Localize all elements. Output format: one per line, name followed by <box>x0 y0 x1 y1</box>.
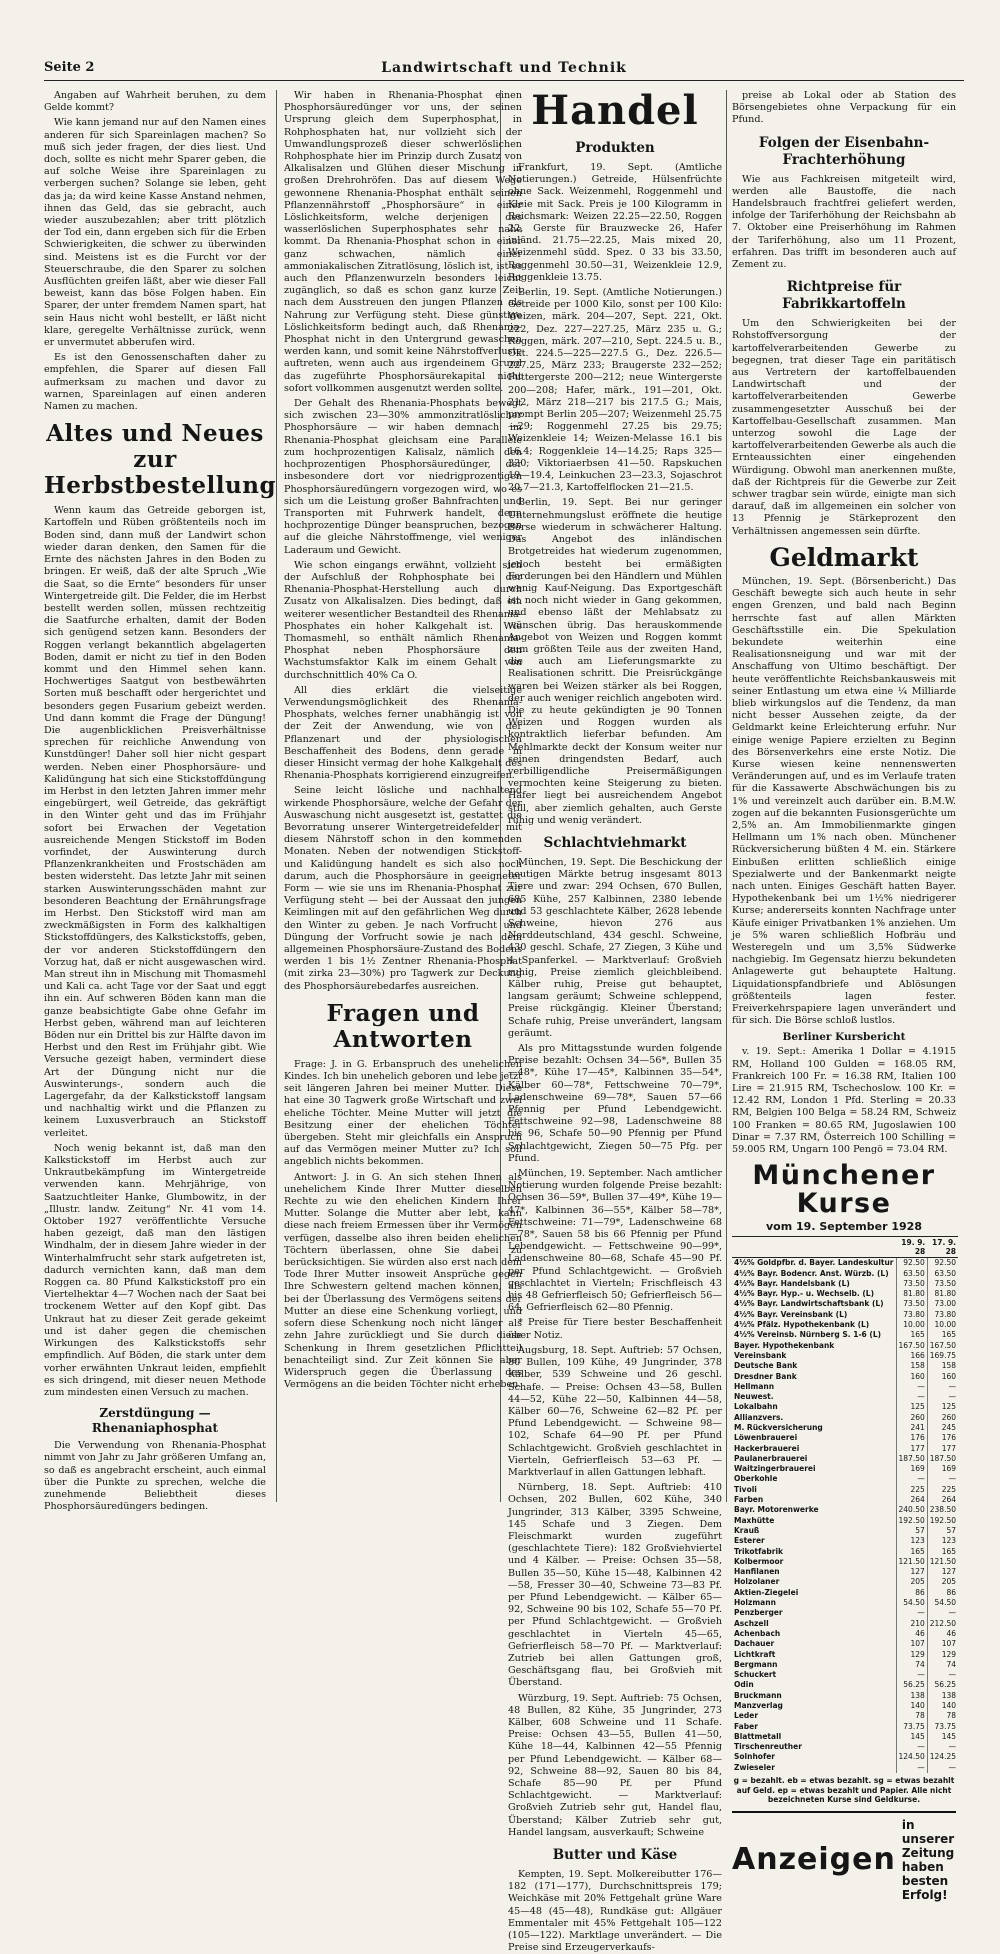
stock-value-b: 238.50 <box>927 1505 958 1515</box>
stock-value-a: 127 <box>896 1567 927 1577</box>
stock-name: Neuwest. <box>734 1392 774 1402</box>
stock-name: Paulanerbrauerei <box>734 1453 808 1463</box>
stock-value-a: 121.50 <box>896 1557 927 1567</box>
stock-row <box>732 1382 958 1392</box>
paragraph: Wir haben in Rhenania-Phosphat einen Phosphorsäuredünger vor uns, der seinen Ursprung gleich dem Superphosphat, in Rohphosphaten hat, nur vollzieht sich der Umwandlungsprozeß dieser schwerlöslichen Rohphosphate hier im Prinzip durch Zusatz von Alkalisalzen und Glühen dieser Mischung in großen Drehrohröfen. Das auf diesem Wege gewonnene Rhenania-Phosphat enthält seinen Pflanzennährstoff „Phosphorsäure“ in einer Löslichkeitsform, welche derjenigen des wasserlöslichen Superphosphates sehr nahe kommt. Da Rhenania-Phosphat schon in einer ganz schwachen, nämlich einer ammoniakalischen Zitratlösung, löslich ist, ist es auch den Pflanzenwurzeln besonders leicht zugänglich, so daß es schon ganz kurze Zeit nach dem Ausstreuen den jungen Pflanzen als Nahrung zur Verfügung steht. Diese günstige Löslichkeitsform bedingt auch, daß Rhenania-Phosphat nicht in den Untergrund gewaschen werden kann, und somit keine Nährstoffverluste auftreten, wenn auch aus irgendeinem Grund das zugeführte Phosphorsäurekapital nicht sofort vollkommen ausgenutzt werden sollte. <box>284 90 522 394</box>
stock-value-a: 264 <box>896 1495 927 1505</box>
stock-value-a: 63.50 <box>896 1269 927 1279</box>
stock-value-a: — <box>896 1392 927 1402</box>
stock-row <box>732 1392 958 1402</box>
stock-value-a: 57 <box>896 1526 927 1536</box>
stock-name: Achenbach <box>734 1628 781 1638</box>
stock-name: Leder <box>734 1711 759 1721</box>
stock-row <box>732 1361 958 1371</box>
schlachtvieh-reports <box>508 857 722 1839</box>
paragraph: Die Verwendung von Rhenania-Phosphat nimmt von Jahr zu Jahr größeren Umfang an, so daß es angebracht erscheint, auch einmal über die Punkte zu sprechen, welche die zunehmende Beliebtheit dieses Phosphorsäuredüngers bedingen. <box>44 1440 266 1513</box>
stock-table <box>732 1236 958 1773</box>
stock-row <box>732 1433 958 1443</box>
stock-row <box>732 1289 958 1299</box>
stock-row <box>732 1547 958 1557</box>
stock-value-a: — <box>896 1742 927 1752</box>
stock-value-a: 125 <box>896 1402 927 1412</box>
stock-value-a: 177 <box>896 1444 927 1454</box>
stock-value-b: 125 <box>927 1402 958 1412</box>
stock-value-a: 54.50 <box>896 1598 927 1608</box>
anzeigen-tagline-2: haben besten Erfolg! <box>901 1859 949 1902</box>
stock-row <box>732 1680 958 1690</box>
stock-row <box>732 1372 958 1382</box>
stock-row <box>732 1258 958 1269</box>
stock-value-a: 240.50 <box>896 1505 927 1515</box>
stock-name: Dresdner Bank <box>734 1371 797 1381</box>
stock-value-a: — <box>896 1608 927 1618</box>
stock-col-date-a: 19. 9. 28 <box>896 1237 927 1258</box>
stock-name: Lokalbahn <box>734 1402 778 1412</box>
stock-value-b: 212.50 <box>927 1619 958 1629</box>
section-produkten: Produkten <box>575 140 655 156</box>
stock-row <box>732 1505 958 1515</box>
stock-name: Dachauer <box>734 1639 775 1649</box>
butter-reports-cont <box>732 90 956 127</box>
stock-value-b: 192.50 <box>927 1516 958 1526</box>
stock-row <box>732 1269 958 1279</box>
stock-row <box>732 1711 958 1721</box>
stock-value-a: — <box>896 1474 927 1484</box>
stock-name: Tirschenreuther <box>734 1742 802 1752</box>
stock-value-b: 63.50 <box>927 1269 958 1279</box>
anzeigen-ad <box>732 1811 956 1902</box>
stock-row <box>732 1485 958 1495</box>
article-rhenaniaphosphat-cont <box>284 90 522 993</box>
stock-value-a: 205 <box>896 1577 927 1587</box>
stock-value-b: 107 <box>927 1639 958 1649</box>
stock-value-b: 187.50 <box>927 1454 958 1464</box>
page-header <box>44 60 964 81</box>
paragraph: Angaben auf Wahrheit beruhen, zu dem Gelde kommt? <box>44 90 266 114</box>
market-report: Berlin, 19. Sept. Bei nur geringer Unternehmungslust eröffnete die heutige Börse wiederum in schwächerer Haltung. Das Angebot des inländischen Brotgetreides hat wiederum zugenommen, jedoch besteht bei ermäßigten Forderungen bei den Händlern und Mühlen wenig Kauf-Neigung. Das Exportgeschäft ist noch nicht wieder in Gang gekommen, und ebenso läßt der Mehlabsatz zu wünschen übrig. Das herauskommende Angebot von Weizen und Roggen kommt zum größten Teile aus der zweiten Hand, die auch am Lieferungsmarkte zu Realisationen schritt. Die Preisrückgänge waren bei Weizen stärker als bei Roggen, der auch weniger reichlich angeboten wird. Die zu heute gekündigten je 90 Tonnen Weizen und Roggen wurden als kontraktlich lieferbar befunden. Am Mehlmarkte deckt der Konsum weiter nur seinen dringendsten Bedarf, auch verbilligendliche Preisermäßigungen vermochten keine Steigerung zu bieten. Hafer liegt bei ausreichendem Angebot still, aber ziemlich gehalten, auch Gerste ruhig und wenig verändert. <box>508 497 722 826</box>
stock-value-a: 167.50 <box>896 1341 927 1351</box>
stock-name: Bruckmann <box>734 1690 782 1700</box>
stock-value-b: 167.50 <box>927 1341 958 1351</box>
stock-row <box>732 1567 958 1577</box>
stock-value-a: 166 <box>896 1351 927 1361</box>
stock-value-b: 123 <box>927 1536 958 1546</box>
article-geldmarkt <box>732 576 956 1028</box>
stock-row <box>732 1639 958 1649</box>
stock-value-b: — <box>927 1392 958 1402</box>
stock-value-a: 73.80 <box>896 1310 927 1320</box>
column-3 <box>508 87 722 1954</box>
stock-value-b: 177 <box>927 1444 958 1454</box>
stock-value-b: 140 <box>927 1701 958 1711</box>
market-report: Nürnberg, 18. Sept. Auftrieb: 410 Ochsen, 202 Bullen, 602 Kühe, 340 Jungrinder, 313 Kälber, 3395 Schweine, 145 Schafe und 3 Ziegen. Dem Fleischmarkt wurden zugeführt (geschlachtete Tiere): 182 Großviehviertel und 4 Kälber. — Preise: Ochsen 35—58, Bullen 35—50, Kühe 15—48, Kalbinnen 42—58, Fresser 30—40, Schweine 73—83 Pf. per Pfund Lebendgewicht. — Kälber 65—92, Schweine 90 bis 102, Schafe 55—70 Pf. per Pfund Schlachtgewicht. — Großvieh geschlachtet in Vierteln 45—65, Gefrierfleisch 58—70 Pf. — Marktverlauf: Zutrieb bei allen Gattungen groß, Geschäftsgang flau, bei Großvieh mit Überstand. <box>508 1482 722 1689</box>
stock-name: Bayr. Motorenwerke <box>734 1505 819 1515</box>
stock-value-a: 46 <box>896 1629 927 1639</box>
stock-value-a: 81.80 <box>896 1289 927 1299</box>
paragraph: Der Gehalt des Rhenania-Phosphats bewegt sich zwischen 23—30% ammonzitratlöslicher Phosphorsäure — wir haben demnach im Rhenania-Phosphat gleichsam eine Parallele zum hochprozentigen Kalisalz, nämlich den hochprozentigen Phosphorsäuredünger, der insbesondere dort vor niedrigprozentigen Phosphorsäuredüngern vorgezogen wird, wo es sich um die Leistung großer Bahnfrachten und Transporten mit Fuhrwerk handelt, denn hochprozentige Dünger beanspruchen, bezogen auf die gleiche Nährstoffmenge, viel weniger Laderaum und Gewicht. <box>284 398 522 556</box>
stock-value-a: 158 <box>896 1361 927 1371</box>
stock-row <box>732 1701 958 1711</box>
stock-value-a: 123 <box>896 1536 927 1546</box>
stock-value-b: 138 <box>927 1691 958 1701</box>
stock-name: Maxhütte <box>734 1515 775 1525</box>
stock-row <box>732 1341 958 1351</box>
market-report: Kempten, 19. Sept. Molkereibutter 176—182 (171—177), Durchschnittspreis 179; Weichkäse mit 20% Fettgehalt grüne Ware 45—48 (45—48), Rundkäse gut: Allgäuer Emmentaler mit 45% Fettgehalt 105—122 (105—122). Marktlage unverändert. — Die Preise sind Erzeugerverkaufs- <box>508 1869 722 1954</box>
stock-value-a: — <box>896 1763 927 1773</box>
stock-name: Deutsche Bank <box>734 1361 798 1371</box>
stock-value-b: 205 <box>927 1577 958 1587</box>
paragraph: Wie schon eingangs erwähnt, vollzieht sich der Aufschluß der Rohphosphate bei der Rhenania-Phosphat-Herstellung auch durch Zusatz von Alkalisalzen. Dies bedingt, daß ein weiterer wesentlicher Bestandteil des Rhenania-Phosphates ein hoher Kalkgehalt ist. Wie Thomasmehl, so enthält nämlich Rhenania-Phosphat neben Phosphorsäure den Wachstumsfaktor Kalk im einem Gehalt von durchschnittlich 40% Ca O. <box>284 559 522 681</box>
stock-row <box>732 1742 958 1752</box>
stock-name: Penzberger <box>734 1608 783 1618</box>
stock-name: M. Rückversicherung <box>734 1422 823 1432</box>
stock-value-b: 86 <box>927 1588 958 1598</box>
stock-value-a: 225 <box>896 1485 927 1495</box>
stock-value-a: — <box>896 1670 927 1680</box>
stock-row <box>732 1464 958 1474</box>
headline-fabrikkartoffeln: Richtpreise für Fabrikkartoffeln <box>782 279 906 313</box>
stock-name: 4½% Bayr. Bodencr. Anst. Würzb. (L) <box>734 1268 889 1278</box>
stock-value-a: 78 <box>896 1711 927 1721</box>
column-rule <box>726 90 727 1502</box>
stock-name: Tivoli <box>734 1484 757 1494</box>
section-butter-kaese: Butter und Käse <box>552 1847 678 1864</box>
stock-name: 4½% Bayr. Hyp.- u. Wechselb. (L) <box>734 1289 875 1299</box>
stock-name: Holzmann <box>734 1598 776 1608</box>
stock-name: Aktien-Ziegelei <box>734 1587 799 1597</box>
stock-value-b: 169 <box>927 1464 958 1474</box>
headline-geldmarkt: Geldmarkt <box>769 542 919 572</box>
market-report: München, 19. September. Nach amtlicher Notierung wurden folgende Preise bezahlt: Ochsen 36—59*, Bullen 37—49*, Kühe 19—47*, Kalbinnen 36—55*, Kälber 58—78*, Fettschweine: 71—79*, Ladenschweine 68—78*, Sauen 58 bis 66 Pfennig per Pfund Lebendgewicht. — Fettschweine 90—99*, Ladenschweine 80—68, Schafe 45—90 Pf. per Pfund Schlachtgewicht. — Großvieh geschlachtet in Vierteln; Frischfleisch 43 bis 48 Gefrierfleisch 50; Gefrierfleisch 56—64, Gefrierfleisch 62—80 Pfennig. <box>508 1168 722 1314</box>
stock-value-b: 81.80 <box>927 1289 958 1299</box>
stock-value-a: — <box>896 1382 927 1392</box>
column-2 <box>284 90 522 1502</box>
intro-article <box>44 90 266 413</box>
stock-value-b: 78 <box>927 1711 958 1721</box>
market-report: Augsburg, 18. Sept. Auftrieb: 57 Ochsen, 80 Bullen, 109 Kühe, 49 Jungrinder, 378 Kälber, 539 Schweine und 26 geschl. Schafe. — Preise: Ochsen 43—58, Bullen 44—52, Kühe 22—50, Kalbinnen 44—58, Kälber 60—76, Schweine 62—82 Pf. per Pfund Lebendgewicht. — Schweine 98—102, Schafe 64—90 Pf. per Pfund Schlachtgewicht. Großvieh geschlachtet in Vierteln, Gefrierfleisch 53—63 Pf. — Marktverlauf in allen Gattungen lebhaft. <box>508 1344 722 1478</box>
anzeigen-word: Anzeigen <box>732 1841 896 1877</box>
stock-value-a: 124.50 <box>896 1752 927 1762</box>
headline-handel: Handel <box>531 87 699 134</box>
paragraph: Wenn kaum das Getreide geborgen ist, Kartoffeln und Rüben größtenteils noch im Boden sind, dann muß der Landwirt schon wieder daran denken, den Samen für die Ernte des nächsten Jahres in den Boden zu bringen. Er weiß, daß der alte Spruch „Wie die Saat, so die Ernte“ besonders für unser Wintergetreide gilt. Die Felder, die im Herbst bestellt werden sollen, müssen rechtzeitig die Saatfurche erhalten, damit der Boden sich genügend setzen kann. Besonders der Roggen verlangt bekanntlich abgelagerten Boden, damit er nicht zu tief in den Boden kommt und den Himmel sehen kann. Hochwertiges Saatgut von bestbewährten Sorten muß beschafft oder hergerichtet und besonders gegen Fusarium gebeizt werden. Und dann kommt die Frage der Düngung! Die augenblicklichen Preisverhältnisse sprechen für reichliche Anwendung von Kunstdünger! Daher soll hier nicht gespart werden. Neben einer Phosphorsäure- und Kalidüngung hat sich eine Stickstoffdüngung im Herbst in den letzten Jahren immer mehr eingebürgert, weil Getreide, das gekräftigt in den Winter geht und das im Frühjahr sofort bei Erwachen der Vegetation ausreichende Mengen Stickstoff im Boden vorfindet, der Auswinterung durch Pflanzenkrankheiten und Frostschäden am besten widersteht. Das letzte Jahr mit seinen starken Auswinterungsschäden mahnt zur besonderen Beachtung der Ernährungsfrage im Herbst. Den Stickstoff wird man am zweckmäßigsten in Form des kalkhaltigen Stickstoffdüngers, des Kalkstickstoffs, geben, der vor anderen Stickstoffdüngern den Vorzug hat, daß er nicht ausgewaschen wird. Man streut ihn in Mischung mit Thomasmehl und Kali ca. acht Tage vor der Saat und eggt ihn ein. Auf schweren Böden kann man die ganze beabsichtigte Gabe ohne Gefahr im Herbst geben, während man auf leichteren Böden nur ein Drittel bis zur Hälfte davon im Herbst und den Rest im Frühjahr gibt. Wie Versuche gezeigt haben, vermindert diese Art der Düngung nicht nur die Auswinterungs-, sondern auch die Lagergefahr, da der Kalkstickstoff langsam und nachhaltig wirkt und die Pflanzen zu keinem Luxusverbrauch an Stickstoff verleitet. <box>44 505 266 1139</box>
stock-value-a: 192.50 <box>896 1516 927 1526</box>
paragraph: All dies erklärt die vielseitige Verwendungsmöglichkeit des Rhenania-Phosphats, welches ferner unabhängig ist von der Zeit der Anwendung, wie von der Pflanzenart und der physiologischen Beschaffenheit des Bodens, denn gerade in dieser Hinsicht vermag der hohe Kalkgehalt des Rhenania-Phosphats korrigierend einzugreifen. <box>284 684 522 782</box>
stock-value-b: 46 <box>927 1629 958 1639</box>
stock-value-b: 74 <box>927 1660 958 1670</box>
stock-value-a: 107 <box>896 1639 927 1649</box>
stock-name: Trikotfabrik <box>734 1546 784 1556</box>
stock-col-name <box>732 1237 896 1258</box>
section-schlachtviehmarkt: Schlachtviehmarkt <box>543 834 687 851</box>
stock-name: Faber <box>734 1721 758 1731</box>
stock-value-b: 169.75 <box>927 1351 958 1361</box>
stock-row <box>732 1608 958 1618</box>
stock-table-title: Münchener Kurse <box>752 1160 936 1220</box>
stock-value-b: 124.25 <box>927 1752 958 1762</box>
stock-row <box>732 1444 958 1454</box>
stock-value-b: 10.00 <box>927 1320 958 1330</box>
stock-value-b: 165 <box>927 1547 958 1557</box>
berliner-kursbericht <box>732 1046 956 1156</box>
stock-name: Solnhofer <box>734 1752 776 1762</box>
stock-row <box>732 1660 958 1670</box>
stock-value-a: 176 <box>896 1433 927 1443</box>
stock-row <box>732 1320 958 1330</box>
stock-value-b: 225 <box>927 1485 958 1495</box>
stock-name: Löwenbrauerei <box>734 1433 798 1443</box>
article-fabrikkartoffeln <box>732 318 956 538</box>
stock-value-a: 73.75 <box>896 1722 927 1732</box>
stock-value-b: 73.00 <box>927 1299 958 1309</box>
stock-value-a: 73.50 <box>896 1299 927 1309</box>
column-1 <box>44 90 277 1513</box>
produkten-reports <box>508 162 722 827</box>
stock-row <box>732 1629 958 1639</box>
stock-value-b: 129 <box>927 1650 958 1660</box>
stock-name: 4½% Pfälz. Hypothekenbank (L) <box>734 1320 870 1330</box>
paragraph: Noch wenig bekannt ist, daß man den Kalkstickstoff im Herbst auch zur Unkrautbekämpfung im Wintergetreide verwenden kann. Mehrjährige, von Saatzuchtleiter Hanke, Glumbowitz, in der „Illustr. landw. Zeitung“ Nr. 41 vom 14. Oktober 1927 veröffentlichte Versuche haben gezeigt, daß man den lästigen Windhalm, der in diesem Jahre wieder in der Winterhalmfrucht sehr stark aufgetreten ist, dadurch vernichten kann, daß man dem Roggen ca. 80 Pfund Kalkstickstoff pro ein Viertelhektar 4—7 Wochen nach der Saat bei trockenem Wetter auf den Kopf gibt. Das Unkraut hat zu dieser Zeit gerade gekeimt und ist daher gegen die chemischen Wirkungen des Kalkstickstoffs sehr empfindlich. Auf Böden, die stark unter dem vorher erwähnten Unkraut leiden, empfiehlt es sich dringend, mit dieser neuen Methode zum mindesten einen Versuch zu machen. <box>44 1142 266 1398</box>
stock-row <box>732 1516 958 1526</box>
stock-value-b: — <box>927 1670 958 1680</box>
stock-row <box>732 1722 958 1732</box>
stock-value-a: 92.50 <box>896 1258 927 1269</box>
stock-name: 4½% Bayr. Vereinsbank (L) <box>734 1309 848 1319</box>
stock-value-a: 74 <box>896 1660 927 1670</box>
market-report: * Preise für Tiere bester Beschaffenheit über Notiz. <box>508 1317 722 1341</box>
stock-value-a: 210 <box>896 1619 927 1629</box>
stock-value-a: 145 <box>896 1732 927 1742</box>
stock-value-b: — <box>927 1763 958 1773</box>
stock-row <box>732 1670 958 1680</box>
stock-value-a: 187.50 <box>896 1454 927 1464</box>
stock-value-a: 73.50 <box>896 1279 927 1289</box>
article-herbstbestellung <box>44 505 266 1399</box>
market-report: Berlin, 19. Sept. (Amtliche Notierungen.) Getreide per 1000 Kilo, sonst per 100 Kilo: Weizen, märk. 204—207, Sept. 221, Okt. 222, Dez. 227—227.25, März 235 u. G.; Roggen, märk. 207—210, Sept. 224.5 u. B., Okt. 224.5—225—227.5 G., Dez. 226.5—227.25, März 233; Braugerste 232—252; Futtergerste 200—212; neue Wintergerste 200—208; Hafer, märk., 191—201, Okt. 212, März 218—217 bis 217.5 G.; Mais, prompt Berlin 205—207; Weizenmehl 25.75—29; Roggenmehl 27.25 bis 29.75; Weizenkleie 14; Weizen-Melasse 16.1 bis 16.4; Roggenkleie 14—14.25; Raps 325—330; Viktoriaerbsen 41—50. Rapskuchen 19—19.4, Leinkuchen 23—23.3, Sojaschrot 20.7—21.3, Kartoffelflocken 21—21.5. <box>508 287 722 494</box>
stock-row <box>732 1577 958 1587</box>
stock-value-b: — <box>927 1382 958 1392</box>
stock-name: Farben <box>734 1495 764 1505</box>
stock-row <box>732 1299 958 1309</box>
stock-value-a: 129 <box>896 1650 927 1660</box>
paragraph: München, 19. Sept. (Börsenbericht.) Das Geschäft bewegte sich auch heute in sehr engen Grenzen, und bald nach Beginn herrschte fast auf allen Märkten Geschäftsstille ein. Die Spekulation bekundete weiterhin eine Realisationsneigung und war mit der Anschaffung von Ultimo beschäftigt. Der heute veröffentlichte Reichsbankausweis mit seiner Entlastung um etwa eine ¼ Milliarde blieb wirkungslos auf die Tendenz, da man nicht besser Aussehen zeigte, da der Geldmarkt keine Erleichterung erfuhr. Nur einige wenige Papiere erzielten zu Beginn des Börsenverkehrs eine erste Notiz. Die Kurse wiesen keine nennenswerten Veränderungen auf, und es im Verlaufe traten für die Kassawerte Abschwächungen bis zu 1% und vereinzelt auch darüber ein. B.M.W. zogen auf die bekannten Fusionsgerüchte um 2,5% an. Am Immobilienmarkte gingen Hellmann um 1% nach oben. Münchener Rückversicherung büßten 4 M. ein. Stärkere Einbußen erlitten schließlich einige Spezialwerte und der Bankenmarkt neigte nach unten. Einiges Geschäft hatten Bayer. Hypothekenbank bei um 1½% niedrigerer Kurse; andererseits konnten Nachfrage unter Käufe einiger Privatbanken 1% anziehen. Um je 5% waren schließlich Hofbräu und Westeregeln und um 3,5% Südwerke nachgiebig. Im Gegensatz hierzu bekundeten Anlagewerte gut behauptete Haltung. Liquidationspfandbriefe und Ablösungen größtenteils lagen fester. Freiverkehrspapiere lagen unverändert und für sich. Die Börse schloß lustlos. <box>732 575 956 1027</box>
exchange-rates: v. 19. Sept.: Amerika 1 Dollar = 4.1915 RM, Holland 100 Gulden = 168.05 RM, Frankreich 100 Fr. = 16.38 RM, Italien 100 Lire = 21.915 RM, Tschechoslow. 100 Kr. = 12.42 RM, London 1 Pfd. Sterling = 20.33 RM, Belgien 100 Belga = 58.24 RM, Schweiz 100 Franken = 80.65 RM, Jugoslawien 100 Dinar = 7.37 RM, Österreich 100 Schilling = 59.005 RM, Ungarn 100 Pengö = 73.04 RM. <box>732 1046 956 1156</box>
stock-row <box>732 1454 958 1464</box>
stock-value-b: 56.25 <box>927 1680 958 1690</box>
stock-name: Vereinsbank <box>734 1350 787 1360</box>
paragraph: Seine leicht lösliche und nachhaltend wirkende Phosphorsäure, welche der Gefahr der Auswaschung nicht ausgesetzt ist, gestattet die Bevorratung unserer Wintergetreidefelder mit diesem Nährstoff schon in den kommenden Monaten. Neben der notwendigen Stickstoff- und Kalidüngung handelt es sich also noch darum, auch die Phosphorsäure in geeigneter Form — wie sie uns im Rhenania-Phosphat zur Verfügung steht — bei der Aussaat den jungen Keimlingen mit auf den gefährlichen Weg durch den Winter zu geben. Je nach Vorfrucht und Düngung der Vorfrucht sowie je nach dem allgemeinen Phosphorsäure-Zustand des Bodens werden 1 bis 1½ Zentner Rhenania-Phosphat (mit zirka 23—30%) pro Tagwerk zur Deckung des Phosphorsäurebedarfes ausreichen. <box>284 785 522 992</box>
stock-value-a: 86 <box>896 1588 927 1598</box>
stock-name: Bayer. Hypothekenbank <box>734 1340 835 1350</box>
article-fragen-antworten <box>284 1059 522 1391</box>
anzeigen-tagline-1: in unserer Zeitung <box>901 1817 955 1860</box>
stock-name: 4½% Goldpfbr. d. Bayer. Landeskultur <box>734 1258 894 1268</box>
paragraph: Es ist den Genossenschaften daher zu empfehlen, die Sparer auf diesen Fall aufmerksam zu machen und davor zu warnen, Spareinlagen auf einen anderen Namen zu machen. <box>44 352 266 413</box>
article-rhenaniaphosphat <box>44 1440 266 1513</box>
stock-value-b: 176 <box>927 1433 958 1443</box>
stock-value-a: 169 <box>896 1464 927 1474</box>
headline-rhenaniaphosphat: Zerstdüngung — Rhenaniaphosphat <box>91 1406 219 1436</box>
stock-row <box>732 1588 958 1598</box>
stock-name: Manzverlag <box>734 1701 783 1710</box>
stock-name: 4½% Vereinsb. Nürnberg S. 1-6 (L) <box>734 1330 882 1340</box>
stock-row <box>732 1557 958 1567</box>
column-rule <box>276 90 277 1502</box>
stock-value-b: 73.80 <box>927 1310 958 1320</box>
stock-value-a: 165 <box>896 1547 927 1557</box>
stock-name: Odin <box>734 1680 754 1690</box>
stock-name: Krauß <box>734 1525 760 1535</box>
stock-row <box>732 1279 958 1289</box>
stock-col-date-b: 17. 9. 28 <box>927 1237 958 1258</box>
stock-value-a: 165 <box>896 1330 927 1340</box>
paragraph: Wie kann jemand nur auf den Namen eines anderen für sich Spareinlagen machen? So muß sich jeder fragen, der dies liest. Und doch, sollte es nicht mehr Sparer geben, die auf solche Weise ihre Spareinlagen zu verbergen suchen? Solange sie leben, geht das ja; da wird keine Kasse Anstand nehmen, ihnen das Geld, das sie gebracht, auch wieder auszubezahlen; aber tritt plötzlich der Tod ein, dann ergeben sich für die Erben Schwierigkeiten, die schwer zu überwinden sind. Meistens ist es die Furcht vor der Steuerschraube, die den Sparer zu solchen Ausflüchten greifen läßt, aber wie dieser Fall beweist, kann das böse Folgen haben. Ein Sparer, der unter fremdem Namen spart, hat sein Haus nicht wohl bestellt, er läßt nicht klare, geregelte Verhältnisse zurück, wenn er unvermutet abberufen wird. <box>44 117 266 349</box>
stock-row <box>732 1732 958 1742</box>
stock-name: Blattmetall <box>734 1731 782 1741</box>
stock-row <box>732 1536 958 1546</box>
stock-legend: g = bezahlt. eb = etwas bezahlt. sg = etwas bezahlt auf Geld. ep = etwas bezahlt und Papier. Alle nicht bezeichneten Kurse sind Geldkurse. <box>733 1776 955 1805</box>
stock-table-subtitle: vom 19. September 1928 <box>766 1220 922 1234</box>
stock-name: Bergmann <box>734 1659 778 1669</box>
stock-row <box>732 1495 958 1505</box>
stock-value-a: 56.25 <box>896 1680 927 1690</box>
stock-value-b: 165 <box>927 1330 958 1340</box>
stock-value-b: 160 <box>927 1372 958 1382</box>
stock-row <box>732 1351 958 1361</box>
stock-row <box>732 1402 958 1412</box>
stock-name: Oberkohle <box>734 1474 778 1484</box>
stock-row <box>732 1752 958 1762</box>
column-4 <box>732 90 957 1902</box>
stock-row <box>732 1650 958 1660</box>
qa-paragraph: Frage: J. in G. Erbanspruch des unehelichen Kindes. Ich bin unehelich geboren und lebe jetzt seit längeren Jahren bei meiner Mutter. Diese hat eine 30 Tagwerk große Wirtschaft und zwei eheliche Töchter. Meine Mutter will jetzt die Besitzung einer der ehelichen Töchter übergeben. Steht mir gleichfalls ein Anspruch auf das Vermögen meiner Mutter zu? Ich soll angeblich nichts bekommen. <box>284 1058 522 1168</box>
stock-name: Aschzell <box>734 1618 769 1628</box>
stock-value-a: 140 <box>896 1701 927 1711</box>
stock-name: Lichtkraft <box>734 1649 776 1659</box>
stock-value-b: 121.50 <box>927 1557 958 1567</box>
stock-row <box>732 1619 958 1629</box>
stock-value-a: 260 <box>896 1413 927 1423</box>
stock-value-b: — <box>927 1608 958 1618</box>
butter-reports <box>508 1869 722 1954</box>
anzeigen-tagline <box>902 1818 956 1902</box>
stock-name: 4½% Bayr. Handelsbank (L) <box>734 1278 850 1288</box>
stock-name: Hackerbrauerei <box>734 1443 800 1453</box>
stock-row <box>732 1330 958 1340</box>
stock-value-b: 245 <box>927 1423 958 1433</box>
stock-value-b: 54.50 <box>927 1598 958 1608</box>
stock-value-b: — <box>927 1742 958 1752</box>
headline-herbstbestellung: Altes und Neues zur Herbstbestellung <box>44 420 277 500</box>
page-number: Seite 2 <box>44 60 95 75</box>
stock-value-b: 92.50 <box>927 1258 958 1269</box>
stock-name: Esterer <box>734 1536 765 1546</box>
stock-value-b: — <box>927 1474 958 1484</box>
market-report: Frankfurt, 19. Sept. (Amtliche Notierungen.) Getreide, Hülsenfrüchte ohne Sack. Weizenmehl, Roggenmehl und Kleie mit Sack. Preis je 100 Kilogramm in Reichsmark: Weizen 22.25—22.50, Roggen 22, Gerste für Brauzwecke 26, Hafer inländ. 21.75—22.25, Mais mixed 20, Weizenmehl südd. Spez. 0 33 bis 33.50, Roggenmehl 30.50—31, Weizenkleie 12.9, Roggenkleie 13.75. <box>508 162 722 283</box>
stock-value-b: 260 <box>927 1413 958 1423</box>
article-frachterhoehung <box>732 174 956 272</box>
stock-row <box>732 1598 958 1608</box>
headline-fragen-antworten: Fragen und Antworten <box>326 999 480 1053</box>
stock-row <box>732 1423 958 1433</box>
stock-name: Schuckert <box>734 1670 777 1680</box>
stock-value-a: 138 <box>896 1691 927 1701</box>
stock-name: Kolbermoor <box>734 1556 784 1566</box>
stock-value-b: 158 <box>927 1361 958 1371</box>
paragraph: preise ab Lokal oder ab Station des Börsengebietes ohne Verpackung für ein Pfund. <box>732 90 956 126</box>
stock-row <box>732 1691 958 1701</box>
stock-value-b: 73.75 <box>927 1722 958 1732</box>
stock-value-b: 57 <box>927 1526 958 1536</box>
stock-value-b: 145 <box>927 1732 958 1742</box>
headline-frachterhoehung: Folgen der Eisenbahn-Frachterhöhung <box>758 134 930 168</box>
running-title: Landwirtschaft und Technik <box>381 60 627 76</box>
stock-row <box>732 1526 958 1536</box>
subhead-berliner-kursbericht: Berliner Kursbericht <box>782 1031 906 1044</box>
qa-paragraph: Antwort: J. in G. An sich stehen Ihnen als unehelichem Kinde Ihrer Mutter dieselben Rechte zu wie den ehelichen Kindern Ihrer Mutter. Solange die Mutter aber lebt, kann diese nach freiem Ermessen über ihr Vermögen verfügen, dasselbe also ihren beiden ehelichen Töchtern überlassen, ohne Sie dabei zu berücksichtigen. Sie würden also erst nach dem Tode Ihrer Mutter insoweit Ansprüche gegen Ihre Schwestern geltend machen können, als bei der Überlassung des Vermögens seitens der Mutter an diese eine Schenkung vorliegt, und sofern diese Schenkung noch nicht länger als zehn Jahre zurückliegt und Sie durch diese Schenkung in Ihrem gesetzlichen Pflichtteil benachteiligt sind. Zur Zeit können Sie aber Widerspruch gegen die Überlassung des Vermögens an die beiden Töchter nicht erheben. <box>284 1171 522 1391</box>
stock-row <box>732 1763 958 1773</box>
stock-value-b: 127 <box>927 1567 958 1577</box>
paragraph: Um den Schwierigkeiten bei der Rohstoffversorgung der kartoffelverarbeitenden Gewerbe zu begegnen, trat dieser Tage ein paritätisch aus Vertretern der kartoffelbauenden Landwirtschaft und der kartoffelverarbeitenden Gewerbe zusammengesetzter Ausschuß bei der Kartoffelbau-Gesellschaft zusammen. Man unterzog sowohl die Lage der kartoffelverarbeitenden Gewerbe als auch die Ernteaussichten einer eingehenden Würdigung. Obwohl man anerkennen mußte, daß der Richtpreis für die Gewerbe zur Zeit schwer tragbar sein würde, einigte man sich darauf, daß im allgemeinen ein solcher von 13 Pfennig je Stärkeprozent den Verhältnissen angemessen sein dürfte. <box>732 318 956 537</box>
market-report: München, 19. Sept. Die Beschickung der heutigen Märkte betrug insgesamt 8013 Tiere und zwar: 294 Ochsen, 670 Bullen, 685 Kühe, 257 Kalbinnen, 2380 lebende und 53 geschlachtete Kälber, 2628 lebende Schweine, hievon 276 aus Norddeutschland, 434 geschl. Schweine, 430 geschl. Schafe, 27 Ziegen, 3 Kühe und 4 Spanferkel. — Marktverlauf: Großvieh ruhig, Preise ziemlich gleichbleibend. Kälber ruhig, Preise gut behauptet, langsam geräumt; Schweine schleppend, Preise rückgängig. Kleiner Überstand; Schafe ruhig, Preise unverändert, langsam geräumt. <box>508 856 722 1039</box>
paragraph: Wie aus Fachkreisen mitgeteilt wird, werden alle Baustoffe, die nach Handelsbrauch frachtfrei geliefert werden, infolge der Tariferhöhung der Reichsbahn ab 7. Oktober eine Preiserhöhung im Rahmen der Tariferhöhung, also um 11 Prozent, erfahren. Das trifft im besonderen auch auf Zement zu. <box>732 173 956 271</box>
stock-value-b: 73.50 <box>927 1279 958 1289</box>
stock-name: Allianzvers. <box>734 1412 784 1422</box>
stock-value-a: 10.00 <box>896 1320 927 1330</box>
stock-name: Zwieseler <box>734 1762 775 1772</box>
stock-value-a: 241 <box>896 1423 927 1433</box>
stock-row <box>732 1310 958 1320</box>
market-report: Als pro Mittagsstunde wurden folgende Preise bezahlt: Ochsen 34—56*, Bullen 35—48*, Kühe 17—45*, Kalbinnen 35—54*, Kälber 60—78*, Fettschweine 70—79*, Ladenschweine 69—78*, Sauen 57—66 Pfennig per Pfund Lebendgewicht. Fettschweine 92—98, Ladenschweine 88 bis 96, Schafe 50—90 Pfennig per Pfund Schlachtgewicht, Ziegen 50—75 Pfg. per Pfund. <box>508 1043 722 1164</box>
stock-name: Holzolaner <box>734 1577 780 1587</box>
stock-row <box>732 1413 958 1423</box>
stock-name: 4½% Bayr. Landwirtschaftsbank (L) <box>734 1299 884 1309</box>
market-report: Würzburg, 19. Sept. Auftrieb: 75 Ochsen, 48 Bullen, 82 Kühe, 35 Jungrinder, 273 Kälber, 608 Schweine und 11 Schafe. Preise: Ochsen 43—55, Bullen 41—50, Kühe 18—44, Kalbinnen 42—55 Pfennig per Pfund Lebendgewicht. — Kälber 68—92, Schweine 88—92, Sauen 80 bis 84, Schafe 85—90 Pf. per Pfund Schlachtgewicht. — Marktverlauf: Großvieh Zutrieb sehr gut, Handel flau, Überstand; Kälber Zutrieb sehr gut, Handel langsam, ausverkauft; Schweine <box>508 1692 722 1838</box>
stock-value-b: 264 <box>927 1495 958 1505</box>
stock-value-a: 160 <box>896 1372 927 1382</box>
stock-row <box>732 1474 958 1484</box>
stock-name: Waitzingerbrauerei <box>734 1464 816 1474</box>
stock-name: Hanfilanen <box>734 1567 780 1577</box>
stock-name: Hellmann <box>734 1381 775 1391</box>
